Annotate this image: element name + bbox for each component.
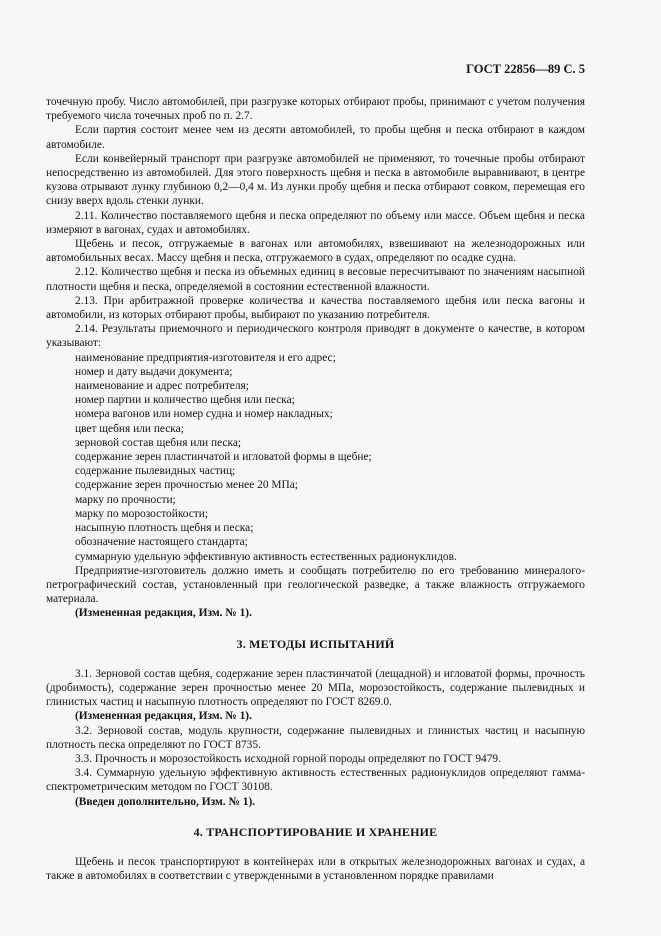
paragraph-2-14: 2.14. Результаты приемочного и периодического контроля приводят в документе о качестве, в котором указывают: [46,323,585,350]
paragraph-3-3: 3.3. Прочность и морозостойкость исходной горной породы определяют по ГОСТ 9479. [75,752,501,765]
paragraph-2-11: 2.11. Количество поставляемого щебня и песка определяют по объему или массе. Объем щебня и песка измеряют в вагонах, судах и автомобилях. [46,209,585,236]
list-item: марку по морозостойкости; [75,507,209,520]
list-item: цвет щебня или песка; [75,422,184,435]
list-item: наименование предприятия-изготовителя и его адрес; [75,351,336,364]
list-item: зерновой состав щебня или песка; [75,436,242,449]
paragraph-no-conveyor: Если конвейерный транспорт при разгрузке автомобилей не применяют, то точечные пробы отбирают непосредственно из автомобилей. Для этого поверхность щебня и песка в автомобиле выравнивают, в центре кузова отрывают лунку глубиною 0,2—0,4 м. Из лунки пробу щебня и песка отбирают совком, перемещая его снизу вверх вдоль стенки лунки. [46,152,585,208]
list-item: обозначение настоящего стандарта; [75,536,248,549]
paragraph-2-13: 2.13. При арбитражной проверке количества и качества поставляемого щебня или песка вагоны и автомобили, из которых отбирают пробы, выбирают по указанию потребителя. [46,294,585,322]
paragraph-3-4: 3.4. Суммарную удельную эффективную активность естественных радионуклидов определяют гамма-спектрометрическим методом по ГОСТ 30108. [46,767,585,794]
amendment-note: (Измененная редакция, Изм. № 1). [75,710,252,723]
paragraph-manufacturer: Предприятие-изготовитель должно иметь и сообщать потребителю по его требованию минералого-петрографический состав, установленный при геологической разведке, а также влажность отгружаемого материала. [46,564,585,606]
list-item: марку по прочности; [75,493,176,506]
page-header: ГОСТ 22856—89 С. 5 [466,62,585,76]
paragraph-small-batch: Если партия состоит менее чем из десяти автомобилей, то пробы щебня и песка отбирают в каждом автомобиле. [46,124,585,151]
section-3-heading: 3. МЕТОДЫ ИСПЫТАНИЙ [236,636,395,651]
list-item: содержание зерен прочностью менее 20 МПа; [75,479,298,492]
amendment-note: (Введен дополнительно, Изм. № 1). [75,795,256,808]
paragraph-continued: точечную пробу. Число автомобилей, при разгрузке которых отбирают пробы, принимают с учетом получения требуемого числа точечных проб по п. 2.7. [46,96,585,123]
list-item: номера вагонов или номер судна и номер накладных; [75,408,333,421]
list-item: содержание пылевидных частиц; [75,465,236,478]
paragraph-2-12: 2.12. Количество щебня и песка из объемных единиц в весовые пересчитывают по значениям насыпной плотности щебня и песка, определяемой в состоянии естественной влажности. [46,266,585,293]
paragraph-2-11-weighing: Щебень и песок, отгружаемые в вагонах или автомобилях, взвешивают на железнодорожных или автомобильных весах. Массу щебня и песка, отгружаемого в судах, определяют по осадке судна. [46,238,585,265]
section-4-heading: 4. ТРАНСПОРТИРОВАНИЕ И ХРАНЕНИЕ [193,824,438,839]
list-item: содержание зерен пластинчатой и игловатой формы в щебне; [75,451,372,464]
paragraph-3-2: 3.2. Зерновой состав, модуль крупности, содержание пылевидных и глинистых частиц и насыпную плотность песка определяют по ГОСТ 8735. [46,724,585,751]
paragraph-4: Щебень и песок транспортируют в контейнерах или в открытых железнодорожных вагонах и судах, а также в автомобилях в соответствии с утвержденными в установленном порядке правилами [46,855,585,883]
list-item: номер и дату выдачи документа; [75,365,233,378]
list-item: наименование и адрес потребителя; [75,380,249,393]
paragraph-3-1: 3.1. Зерновой состав щебня, содержание зерен пластинчатой (лещадной) и игловатой формы, прочность (дробимость), содержание зерен прочностью менее 20 МПа, морозостойкость, содержание пылевидных и глинистых частиц и насыпную плотность определяют по ГОСТ 8269.0. [46,667,585,709]
document-body [46,95,585,883]
list-item: насыпную плотность щебня и песка; [75,522,254,535]
list-item: суммарную удельную эффективную активность естественных радионуклидов. [75,550,457,563]
quality-document-list [46,351,585,564]
amendment-note: (Измененная редакция, Изм. № 1). [75,607,252,620]
list-item: номер партии и количество щебня или песка; [75,394,295,407]
